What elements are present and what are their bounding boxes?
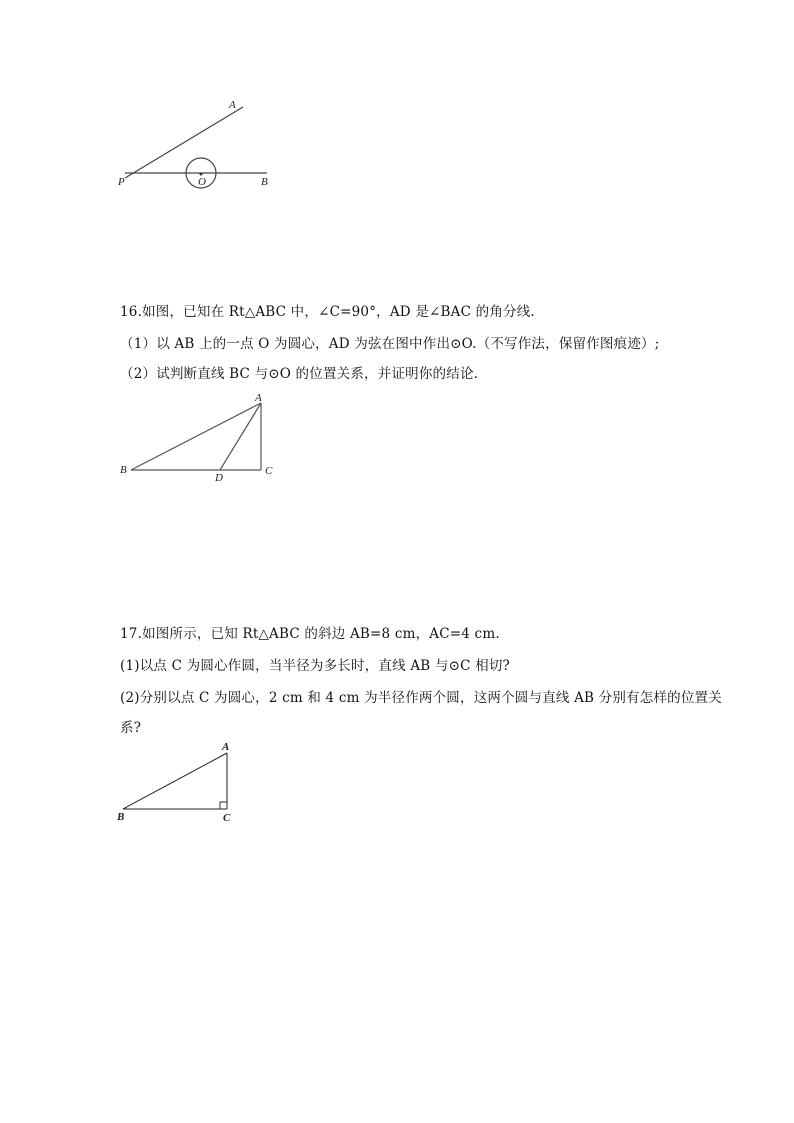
label-b: B bbox=[261, 176, 268, 188]
segment-ab bbox=[131, 403, 261, 470]
q16-part2: （2）试判断直线 BC 与⊙O 的位置关系，并证明你的结论. bbox=[120, 366, 479, 382]
segment-ab bbox=[123, 753, 227, 809]
label-a: A bbox=[222, 741, 230, 753]
label-a: A bbox=[255, 392, 262, 404]
right-angle-mark bbox=[220, 802, 227, 809]
label-c: C bbox=[223, 812, 231, 824]
label-a: A bbox=[229, 99, 236, 111]
label-c: C bbox=[265, 465, 273, 477]
figure-triangle-abc-bisector bbox=[115, 390, 290, 485]
label-o: O bbox=[198, 176, 206, 188]
q17-part2-line1: (2)分别以点 C 为圆心，2 cm 和 4 cm 为半径作两个圆，这两个圆与直线 AB 分别有怎样的位置关 bbox=[120, 690, 722, 706]
figure-right-triangle-abc bbox=[112, 735, 247, 825]
label-p: P bbox=[118, 176, 125, 188]
q16-part1: （1）以 AB 上的一点 O 为圆心，AD 为弦在图中作出⊙O.（不写作法，保留作图痕迹）; bbox=[120, 336, 660, 352]
label-b: B bbox=[117, 811, 125, 823]
label-b: B bbox=[120, 464, 127, 476]
label-d: D bbox=[215, 472, 223, 484]
q17-stem: 17.如图所示，已知 Rt△ABC 的斜边 AB=8 cm，AC=4 cm. bbox=[120, 626, 500, 642]
q16-stem: 16.如图，已知在 Rt△ABC 中，∠C=90°，AD 是∠BAC 的角分线. bbox=[120, 304, 535, 320]
q17-part2-line2: 系? bbox=[120, 720, 142, 736]
q17-part1: (1)以点 C 为圆心作圆，当半径为多长时，直线 AB 与⊙C 相切? bbox=[120, 658, 510, 674]
segment-pa bbox=[125, 107, 243, 178]
figure-angle-circle bbox=[110, 95, 280, 195]
